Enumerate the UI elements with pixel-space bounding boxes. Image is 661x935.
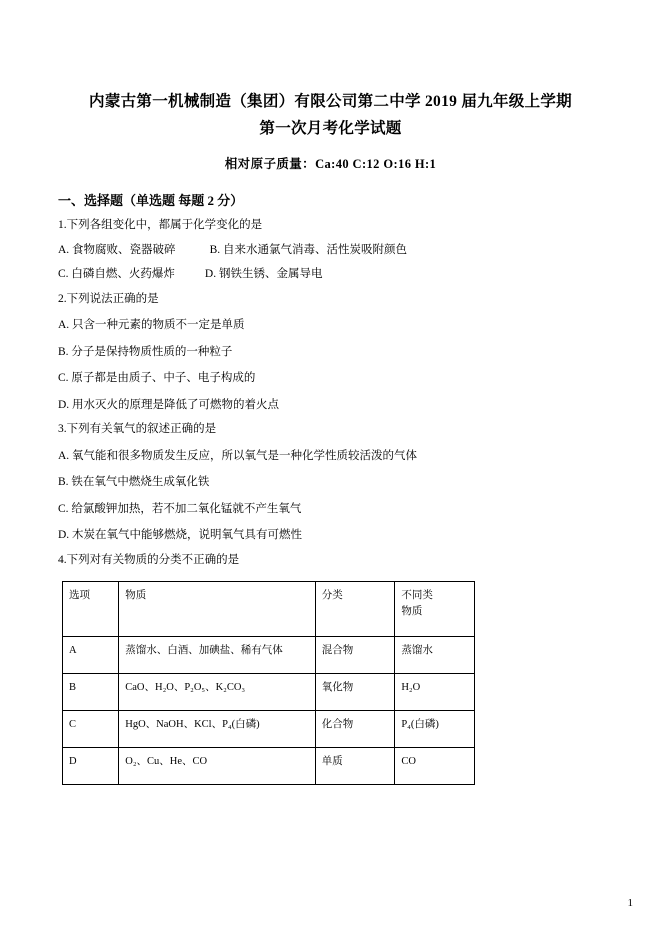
table-cell-different: H₂O xyxy=(395,674,475,711)
section-heading-choice: 一、选择题（单选题 每题 2 分） xyxy=(58,193,244,209)
table-header-different xyxy=(395,582,475,637)
table-cell-option: A xyxy=(63,637,119,674)
table-cell-substance: CaO、H₂O、P₂O₅、K₂CO₃ xyxy=(119,674,315,711)
question-1-option-c: C. 白磷自燃、火药爆炸 xyxy=(58,268,175,281)
table-cell-different: P₄(白磷) xyxy=(395,711,475,748)
table-row xyxy=(63,637,475,674)
table-row xyxy=(63,674,475,711)
question-3-option-d: D. 木炭在氧气中能够燃烧，说明氧气具有可燃性 xyxy=(58,529,303,542)
table-cell-option: B xyxy=(63,674,119,711)
page-title-line-2: 第一次月考化学试题 xyxy=(259,120,402,138)
question-2-stem: 2.下列说法正确的是 xyxy=(58,292,159,305)
table-header-option: 选项 xyxy=(63,582,119,637)
table-cell-substance: HgO、NaOH、KCl、P₄(白磷) xyxy=(119,711,315,748)
table-header-different-line1: 不同类 xyxy=(401,590,433,602)
page-title-line-1: 内蒙古第一机械制造（集团）有限公司第二中学 2019 届九年级上学期 xyxy=(89,93,572,110)
question-2-option-a: A. 只含一种元素的物质不一定是单质 xyxy=(58,319,245,332)
table-cell-different: 蒸馏水 xyxy=(395,637,475,674)
table-cell-substance: O₂、Cu、He、CO xyxy=(119,748,315,785)
question-3-option-a: A. 氧气能和很多物质发生反应，所以氧气是一种化学性质较活泼的气体 xyxy=(58,449,418,462)
question-4-stem: 4.下列对有关物质的分类不正确的是 xyxy=(58,553,240,566)
table-header-different-line2: 物质 xyxy=(401,606,423,618)
question-1-option-d: D. 钢铁生锈、金属导电 xyxy=(204,268,323,281)
table-row xyxy=(63,711,475,748)
question-3-option-c: C. 给氯酸钾加热，若不加二氧化锰就不产生氧气 xyxy=(58,502,302,515)
question-1-options-row-2 xyxy=(58,267,603,283)
question-1-options-row-1 xyxy=(58,243,603,259)
table-header-row xyxy=(63,582,475,637)
question-1-option-b: B. 自来水通氯气消毒、活性炭吸附颜色 xyxy=(209,243,407,256)
table-cell-category: 化合物 xyxy=(315,711,395,748)
question-2-option-d: D. 用水灭火的原理是降低了可燃物的着火点 xyxy=(58,398,280,411)
table-row xyxy=(63,748,475,785)
atomic-mass-subtitle: 相对原子质量：Ca:40 C:12 O:16 H:1 xyxy=(224,157,437,172)
table-cell-different: CO xyxy=(395,748,475,785)
question-1-option-a: A. 食物腐败、瓷器破碎 xyxy=(58,243,176,256)
table-cell-option: D xyxy=(63,748,119,785)
question-2-option-c: C. 原子都是由质子、中子、电子构成的 xyxy=(58,372,256,385)
question-3-option-b: B. 铁在氧气中燃烧生成氧化铁 xyxy=(58,476,210,489)
question-1-stem: 1.下列各组变化中，都属于化学变化的是 xyxy=(58,219,263,232)
table-cell-category: 混合物 xyxy=(315,637,395,674)
table-cell-substance: 蒸馏水、白酒、加碘盐、稀有气体 xyxy=(119,637,315,674)
table-header-category: 分类 xyxy=(315,582,395,637)
table-cell-option: C xyxy=(63,711,119,748)
table-header-substance: 物质 xyxy=(119,582,315,637)
classification-table xyxy=(62,581,475,785)
question-3-stem: 3.下列有关氧气的叙述正确的是 xyxy=(58,423,217,436)
question-2-option-b: B. 分子是保持物质性质的一种粒子 xyxy=(58,345,233,358)
table-cell-category: 氧化物 xyxy=(315,674,395,711)
page-number: 1 xyxy=(627,897,633,909)
table-cell-category: 单质 xyxy=(315,748,395,785)
